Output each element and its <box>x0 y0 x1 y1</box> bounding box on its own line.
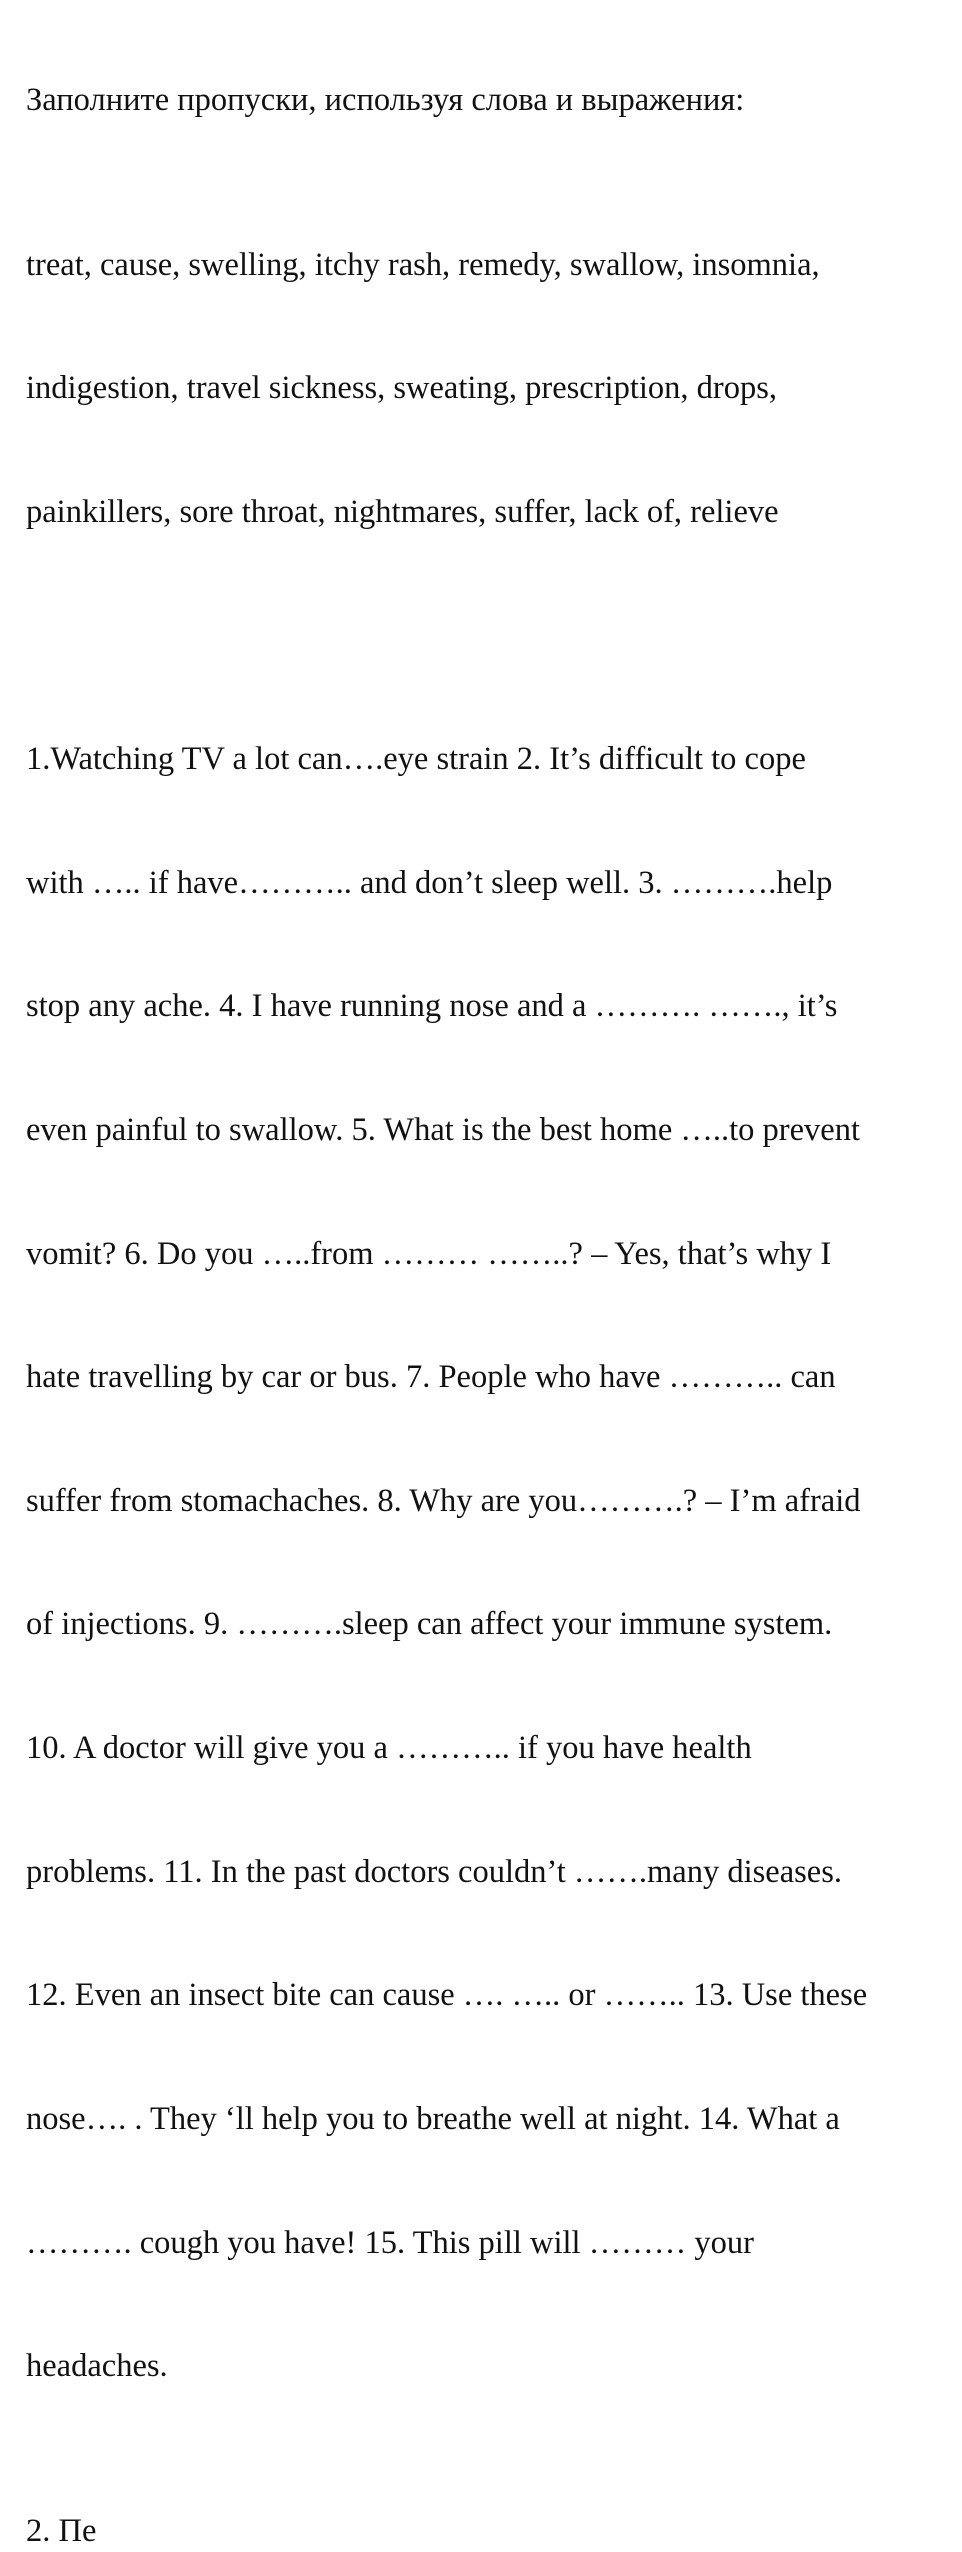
exercise-line: headaches. <box>26 2348 168 2385</box>
exercise-line: 12. Even an insect bite can cause …. ….. or …….. 13. Use these <box>26 1977 868 2014</box>
exercise-text <box>26 657 951 2470</box>
spacer <box>26 2470 951 2511</box>
exercise-line: of injections. 9. ……….sleep can affect your immune system. <box>26 1606 833 1643</box>
exercise-line: vomit? 6. Do you …..from ……… ……..? – Yes, that’s why I <box>26 1235 832 1272</box>
exercise-line: 10. A doctor will give you a ……….. if you have health <box>26 1730 752 1767</box>
word-bank-line: indigestion, travel sickness, sweating, prescription, drops, <box>26 370 777 407</box>
exercise-line: ………. cough you have! 15. This pill will ……… your <box>26 2224 754 2261</box>
exercise-line: nose…. . They ‘ll help you to breathe well at night. 14. What a <box>26 2100 840 2137</box>
spacer <box>26 121 951 162</box>
exercise-line: hate travelling by car or bus. 7. People who have ……….. can <box>26 1359 836 1396</box>
document-page <box>26 80 951 2552</box>
exercise-line: stop any ache. 4. I have running nose and a ………. ……., it’s <box>26 988 838 1025</box>
exercise-line: even painful to swallow. 5. What is the best home …..to prevent <box>26 1112 860 1149</box>
spacer <box>26 616 951 657</box>
word-bank-line: painkillers, sore throat, nightmares, suffer, lack of, relieve <box>26 494 779 531</box>
word-bank <box>26 162 951 615</box>
instruction-text: Заполните пропуски, используя слова и выражения: <box>26 82 745 118</box>
exercise-line: problems. 11. In the past doctors couldn’t …….many diseases. <box>26 1853 842 1890</box>
exercise-line: with ….. if have……….. and don’t sleep well. 3. ……….help <box>26 864 833 901</box>
exercise-line: suffer from stomachaches. 8. Why are you……….? – I’m afraid <box>26 1482 861 1519</box>
word-bank-line: treat, cause, swelling, itchy rash, remedy, swallow, insomnia, <box>26 246 820 283</box>
next-section-heading: 2. Пе <box>26 2512 97 2549</box>
exercise-line: 1.Watching TV a lot can….eye strain 2. It’s difficult to cope <box>26 741 806 778</box>
